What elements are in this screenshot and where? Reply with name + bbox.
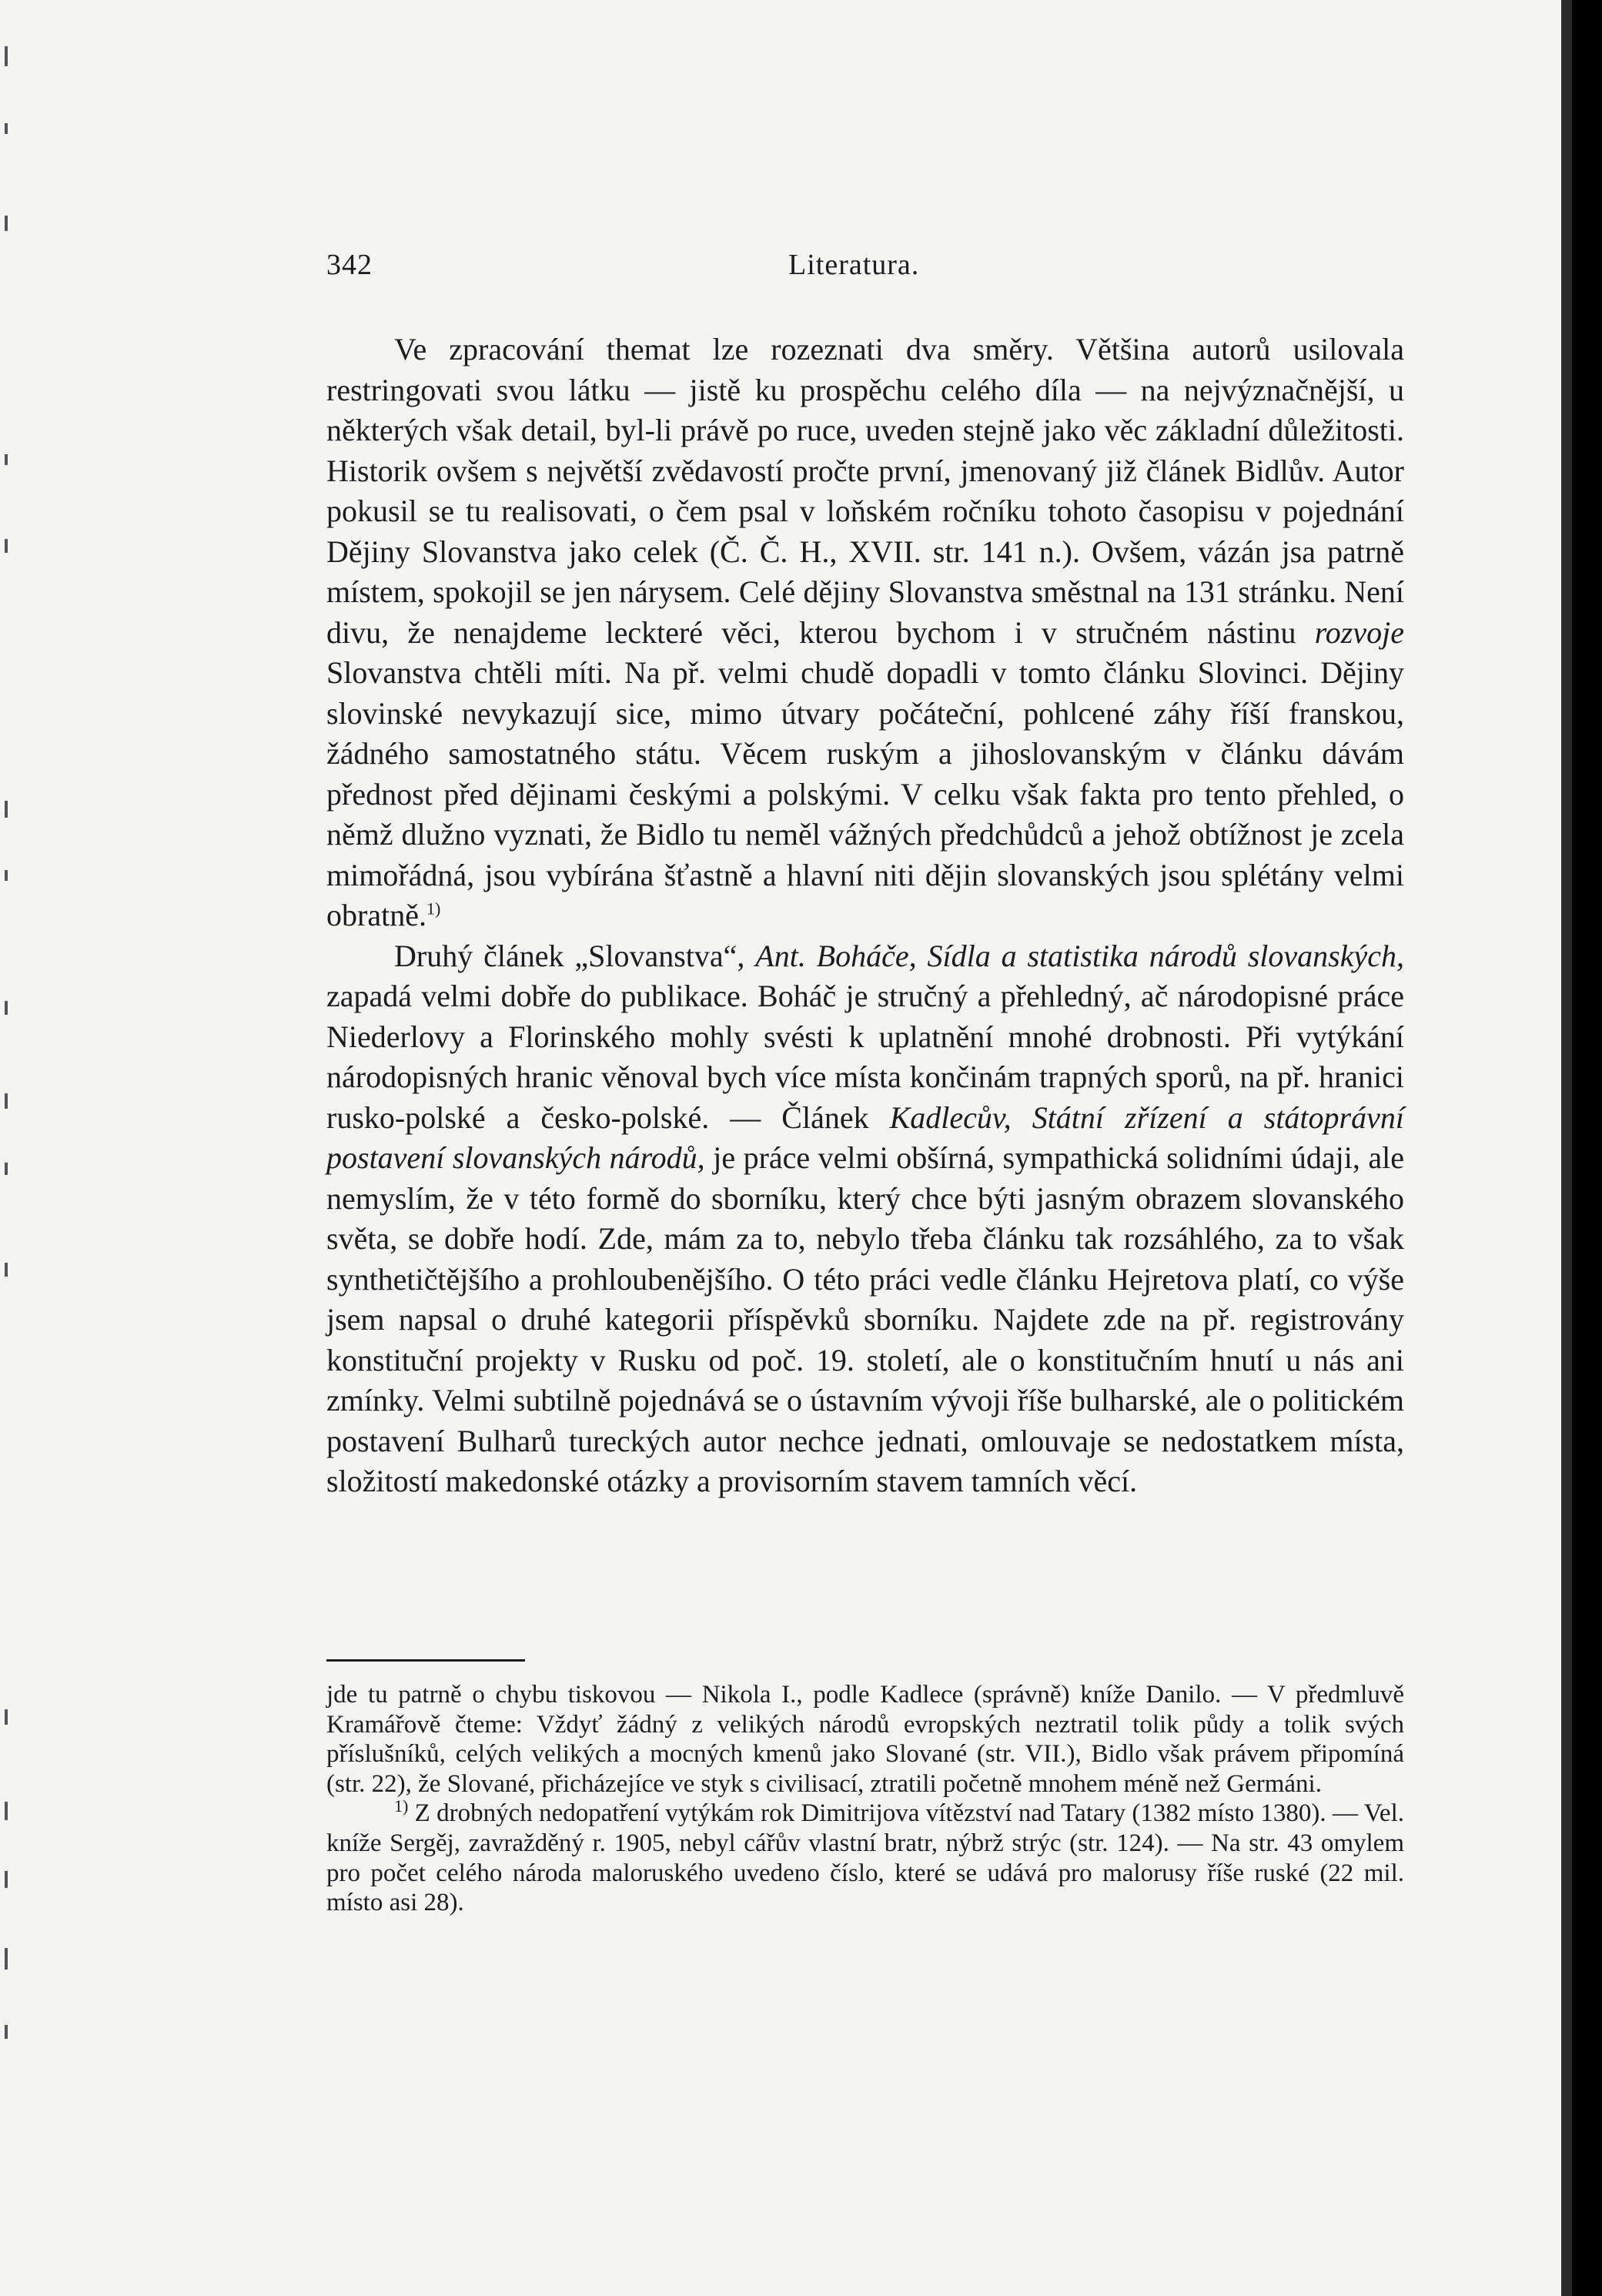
footnote-reference[interactable]: 1) bbox=[426, 899, 441, 919]
page-number: 342 bbox=[326, 249, 373, 281]
footnotes bbox=[326, 1680, 1404, 1918]
binding-edge-marks bbox=[5, 0, 23, 2296]
footnote-divider bbox=[326, 1659, 525, 1662]
page-edge-shadow bbox=[1561, 0, 1572, 2296]
footnote-1: $^{1)}$ Z drobných nedopatření vytýkám rok Dimitrijova vítězství nad Tatary (1382 místo 1380). — Vel. kníže Sergěj, zavražděný r. 1905, nebyl cářův vlastní bratr, nýbrž strýc (str. 124). — Na str. 43 omylem pro počet celého národa maloruského uvedeno číslo, které se udává pro malorusy říše ruské (22 mil. místo asi 28). bbox=[326, 1796, 1404, 1917]
emphasis-kadlec-title: Kadlecův, Státní zřízení a státoprávní postavení slovanských národů, bbox=[326, 1099, 1404, 1175]
footnote-1-mark: 1) bbox=[394, 1796, 409, 1816]
paragraph-2: Druhý článek „Slovanstva“, Ant. Boháče, Sídla a statistika národů slovanských, zapadá velmi dobře do publikace. Boháč je stručný a přehledný, ač národopisné práce Niederlovy a Florinského mohly svésti k uplatnění mnohé drobnosti. Při vytýkání národopisných hranic věnoval bych více místa končinám trapných sporů, na př. hranici rusko-polské a česko-polské. — Článek Kadlecův, Státní zřízení a státoprávní postavení slovanských národů, je práce velmi obšírná, sympathická solidními údaji, ale nemyslím, že v této formě do sborníku, který chce býti jasným obrazem slovanského světa, se dobře hodí. Zde, mám za to, nebylo třeba článku tak rozsáhlého, za to však synthetičtějšího a prohloubenějšího. O této práci vedle článku Hejretova platí, co výše jsem napsal o druhé kategorii příspěvků sborníku. Najdete zde na př. registrovány konstituční projekty v Rusku od poč. 19. století, ale o konstitučním hnutí u nás ani zmínky. Velmi subtilně pojednává se o ústavním vývoji říše bulharské, ale o politickém postavení Bulharů tureckých autor nechce jednati, omlouvaje se nedostatkem místa, složitostí makedonské otázky a provisorním stavem tamních věcí. bbox=[326, 938, 1405, 1498]
paragraph-1: Ve zpracování themat lze rozeznati dva směry. Většina autorů usilovala restringovati svou látku — jistě ku prospěchu celého díla — na nejvýznačnější, u některých však detail, byl-li právě po ruce, uveden stejně jako věc základní důležitosti. Historik ovšem s největší zvědavostí pročte první, jmenovaný již článek Bidlův. Autor pokusil se tu realisovati, o čem psal v loňském ročníku tohoto časopisu v pojednání Dějiny Slovanstva jako celek (Č. Č. H., XVII. str. 141 n.). Ovšem, vázán jsa patrně místem, spokojil se jen nárysem. Celé dějiny Slovanstva směstnal na 131 stránku. Není divu, že nenajdeme leckteré věci, kterou bychom i v stručném nástinu rozvoje Slovanstva chtěli míti. Na př. velmi chudě dopadli v tomto článku Slovinci. Dějiny slovinské nevykazují sice, mimo útvary počáteční, pohlcené záhy říší franskou, žádného samostatného státu. Věcem ruským a jihoslovanským v článku dávám přednost před dějinami českými a polskými. V celku však fakta pro tento přehled, o němž dlužno vyznati, že Bidlo tu neměl vážných předchůdců a jehož obtížnost je zcela mimořádná, jsou vybírána šťastně a hlavní niti dějin slovanských jsou splétány velmi obratně.$^{1)}$ bbox=[326, 332, 1404, 932]
footnote-continued: jde tu patrně o chybu tiskovou — Nikola I., podle Kadlece (správně) kníže Danilo. — V předmluvě Kramářově čteme: Vždyť žádný z velikých národů evropských neztratil tolik půdy a tolik svých příslušníků, celých velikých a mocných kmenů jako Slované (str. VII.), Bidlo však právem připomíná (str. 22), že Slované, přicházejíce ve styk s civilisací, ztratili početně mnohem méně než Germáni. bbox=[326, 1681, 1404, 1798]
emphasis-bohac-title: Ant. Boháče, Sídla a statistika národů slovanských, bbox=[755, 938, 1405, 973]
running-head: Literatura. bbox=[788, 249, 920, 281]
main-text bbox=[326, 330, 1404, 1502]
emphasis-rozvoje: rozvoje bbox=[1314, 614, 1404, 650]
page-header bbox=[326, 248, 1404, 291]
